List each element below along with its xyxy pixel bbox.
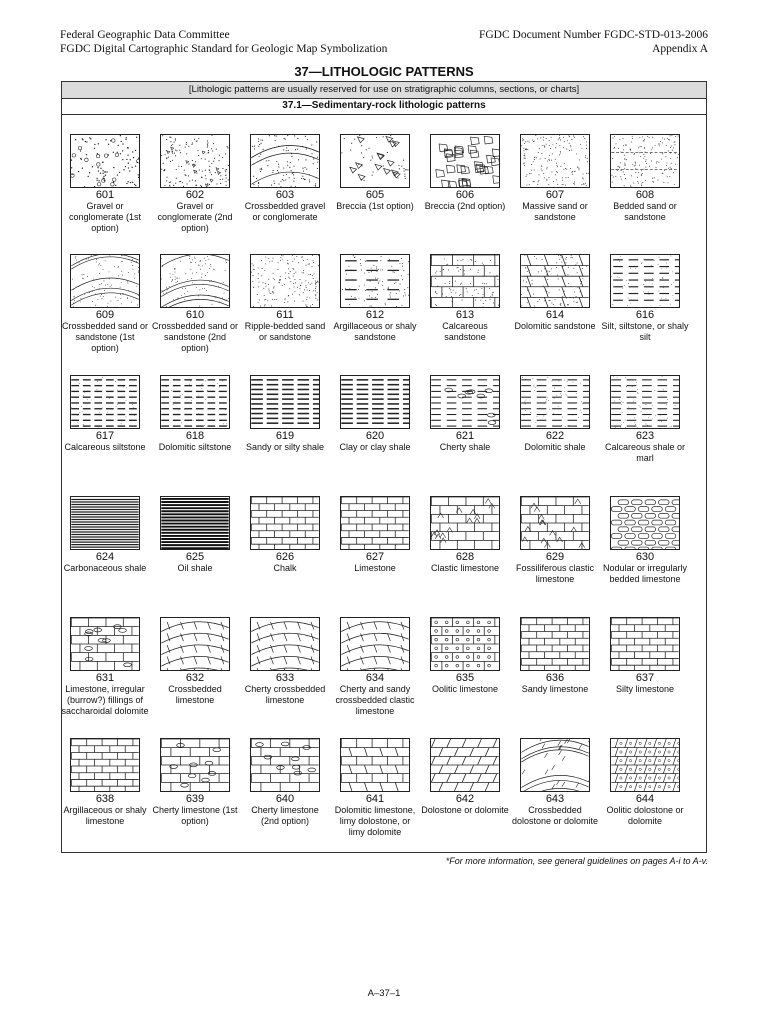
pattern-label: Calcareous sandstone — [442, 321, 488, 342]
pattern-number: 601 — [95, 189, 115, 201]
pattern-swatch-603 — [250, 134, 320, 188]
pattern-label: Crossbedded sand or sandstone (2nd option) — [151, 321, 239, 353]
pattern-number: 629 — [545, 551, 565, 563]
pattern-swatch-633 — [250, 617, 320, 671]
pattern-swatch-614 — [520, 254, 590, 308]
pattern-cell-643 — [511, 738, 599, 827]
pattern-cell-617 — [61, 375, 149, 453]
pattern-label: Dolomitic limestone, limy dolostone, or limy dolomite — [334, 805, 416, 837]
pattern-cell-618 — [151, 375, 239, 453]
pattern-cell-639 — [151, 738, 239, 827]
pattern-number: 608 — [635, 189, 655, 201]
pattern-number: 603 — [275, 189, 295, 201]
pattern-swatch-623 — [610, 375, 680, 429]
pattern-cell-613 — [421, 254, 509, 343]
pattern-label: Sandy limestone — [521, 684, 589, 694]
pattern-swatch-627 — [340, 496, 410, 550]
pattern-label: Calcareous siltstone — [64, 442, 146, 452]
pattern-swatch-621 — [430, 375, 500, 429]
pattern-label: Argillaceous or shaly limestone — [63, 805, 147, 826]
pattern-swatch-642 — [430, 738, 500, 792]
pattern-label: Crossbedded limestone — [168, 684, 222, 705]
pattern-number: 626 — [275, 551, 295, 563]
pattern-label: Oolitic limestone — [431, 684, 499, 694]
pattern-cell-644 — [601, 738, 689, 827]
pattern-swatch-601 — [70, 134, 140, 188]
pattern-label: Breccia (1st option) — [336, 201, 414, 211]
pattern-number: 639 — [185, 793, 205, 805]
pattern-swatch-634 — [340, 617, 410, 671]
pattern-cell-605 — [331, 134, 419, 212]
pattern-swatch-629 — [520, 496, 590, 550]
section-title: 37—LITHOLOGIC PATTERNS — [294, 64, 474, 79]
pattern-label: Sandy or silty shale — [245, 442, 325, 452]
pattern-number: 623 — [635, 430, 655, 442]
pattern-label: Cherty limestone (1st option) — [152, 805, 238, 826]
pattern-cell-638 — [61, 738, 149, 827]
pattern-cell-633 — [241, 617, 329, 706]
pattern-cell-614 — [511, 254, 599, 332]
pattern-swatch-640 — [250, 738, 320, 792]
pattern-swatch-610 — [160, 254, 230, 308]
pattern-number: 614 — [545, 309, 565, 321]
pattern-number: 613 — [455, 309, 475, 321]
pattern-label: Carbonaceous shale — [63, 563, 147, 573]
pattern-label: Cherty and sandy crossbedded clastic limestone — [335, 684, 415, 716]
pattern-label: Limestone, irregular (burrow?) fillings of saccharoidal dolomite — [61, 684, 149, 716]
pattern-swatch-630 — [610, 496, 680, 550]
pattern-cell-608 — [601, 134, 689, 223]
pattern-swatch-611 — [250, 254, 320, 308]
header-appendix: Appendix A — [652, 43, 708, 55]
pattern-swatch-620 — [340, 375, 410, 429]
header-document-number: FGDC Document Number FGDC-STD-013-2006 — [478, 29, 708, 41]
pattern-label: Dolomitic siltstone — [158, 442, 232, 452]
pattern-cell-624 — [61, 496, 149, 574]
pattern-cell-609 — [61, 254, 149, 354]
pattern-label: Dolostone or dolomite — [421, 805, 509, 815]
pattern-cell-621 — [421, 375, 509, 453]
pattern-swatch-618 — [160, 375, 230, 429]
pattern-number: 609 — [95, 309, 115, 321]
pattern-number: 602 — [185, 189, 205, 201]
pattern-number: 606 — [455, 189, 475, 201]
pattern-label: Oil shale — [177, 563, 213, 573]
pattern-number: 644 — [635, 793, 655, 805]
pattern-number: 634 — [365, 672, 385, 684]
pattern-number: 635 — [455, 672, 475, 684]
subsection-title: 37.1—Sedimentary-rock lithologic patterns — [62, 98, 706, 115]
pattern-label: Dolomitic shale — [524, 442, 586, 452]
pattern-label: Cherty crossbedded limestone — [244, 684, 326, 705]
pattern-cell-606 — [421, 134, 509, 212]
pattern-label: Bedded sand or sandstone — [613, 201, 677, 222]
pattern-label: Gravel or conglomerate (1st option) — [68, 201, 142, 233]
pattern-swatch-635 — [430, 617, 500, 671]
pattern-cell-627 — [331, 496, 419, 574]
pattern-label: Ripple-bedded sand or sandstone — [244, 321, 326, 342]
pattern-swatch-606 — [430, 134, 500, 188]
pattern-number: 610 — [185, 309, 205, 321]
header-agency: Federal Geographic Data Committee — [60, 29, 230, 41]
pattern-number: 638 — [95, 793, 115, 805]
pattern-cell-635 — [421, 617, 509, 695]
pattern-number: 631 — [95, 672, 115, 684]
pattern-number: 618 — [185, 430, 205, 442]
pattern-cell-611 — [241, 254, 329, 343]
pattern-label: Cherty limestone (2nd option) — [251, 805, 319, 826]
pattern-cell-626 — [241, 496, 329, 574]
pattern-label: Crossbedded gravel or conglomerate — [244, 201, 326, 222]
pattern-swatch-612 — [340, 254, 410, 308]
pattern-swatch-643 — [520, 738, 590, 792]
pattern-swatch-638 — [70, 738, 140, 792]
header-standard-title: FGDC Digital Cartographic Standard for Geologic Map Symbolization — [60, 43, 388, 55]
pattern-cell-628 — [421, 496, 509, 574]
pattern-number: 636 — [545, 672, 565, 684]
pattern-swatch-602 — [160, 134, 230, 188]
pattern-number: 619 — [275, 430, 295, 442]
pattern-swatch-632 — [160, 617, 230, 671]
pattern-number: 607 — [545, 189, 565, 201]
pattern-label: Massive sand or sandstone — [522, 201, 588, 222]
pattern-cell-620 — [331, 375, 419, 453]
pattern-number: 620 — [365, 430, 385, 442]
pattern-number: 640 — [275, 793, 295, 805]
header-left — [60, 28, 387, 56]
pattern-swatch-617 — [70, 375, 140, 429]
pattern-number: 624 — [95, 551, 115, 563]
pattern-swatch-641 — [340, 738, 410, 792]
pattern-number: 633 — [275, 672, 295, 684]
pattern-label: Oolitic dolostone or dolomite — [606, 805, 684, 826]
pattern-swatch-619 — [250, 375, 320, 429]
pattern-label: Breccia (2nd option) — [424, 201, 506, 211]
pattern-swatch-605 — [340, 134, 410, 188]
pattern-cell-622 — [511, 375, 599, 453]
pattern-label: Argillaceous or shaly sandstone — [333, 321, 417, 342]
pattern-cell-640 — [241, 738, 329, 827]
pattern-number: 630 — [635, 551, 655, 563]
pattern-cell-602 — [151, 134, 239, 234]
pattern-swatch-609 — [70, 254, 140, 308]
pattern-number: 637 — [635, 672, 655, 684]
pattern-label: Clay or clay shale — [339, 442, 411, 452]
pattern-cell-636 — [511, 617, 599, 695]
pattern-table — [61, 81, 707, 853]
pattern-cell-631 — [61, 617, 149, 717]
pattern-swatch-624 — [70, 496, 140, 550]
pattern-number: 605 — [365, 189, 385, 201]
pattern-swatch-639 — [160, 738, 230, 792]
pattern-cell-641 — [331, 738, 419, 838]
pattern-cell-610 — [151, 254, 239, 354]
pattern-swatch-637 — [610, 617, 680, 671]
pattern-label: Dolomitic sandstone — [514, 321, 596, 331]
pattern-number: 628 — [455, 551, 475, 563]
pattern-swatch-625 — [160, 496, 230, 550]
pattern-number: 621 — [455, 430, 475, 442]
pattern-swatch-636 — [520, 617, 590, 671]
pattern-label: Silt, siltstone, or shaly silt — [601, 321, 689, 342]
pattern-number: 612 — [365, 309, 385, 321]
pattern-number: 641 — [365, 793, 385, 805]
pattern-number: 616 — [635, 309, 655, 321]
pattern-label: Crossbedded sand or sandstone (1st option) — [61, 321, 149, 353]
pattern-cell-601 — [61, 134, 149, 234]
pattern-cell-629 — [511, 496, 599, 585]
pattern-cell-634 — [331, 617, 419, 717]
pattern-swatch-622 — [520, 375, 590, 429]
pattern-swatch-608 — [610, 134, 680, 188]
pattern-number: 642 — [455, 793, 475, 805]
pattern-swatch-644 — [610, 738, 680, 792]
header-right — [479, 28, 708, 56]
pattern-swatch-607 — [520, 134, 590, 188]
pattern-swatch-631 — [70, 617, 140, 671]
pattern-number: 617 — [95, 430, 115, 442]
pattern-label: Gravel or conglomerate (2nd option) — [157, 201, 233, 233]
pattern-cell-630 — [601, 496, 689, 585]
page-number: A–37–1 — [367, 988, 401, 999]
pattern-number: 632 — [185, 672, 205, 684]
pattern-cell-623 — [601, 375, 689, 464]
pattern-cell-619 — [241, 375, 329, 453]
pattern-label: Nodular or irregularly bedded limestone — [602, 563, 688, 584]
pattern-number: 625 — [185, 551, 205, 563]
pattern-cell-637 — [601, 617, 689, 695]
pattern-cell-612 — [331, 254, 419, 343]
pattern-swatch-616 — [610, 254, 680, 308]
pattern-number: 622 — [545, 430, 565, 442]
pattern-swatch-626 — [250, 496, 320, 550]
footnote: *For more information, see general guidelines on pages A-i to A-v. — [445, 856, 708, 866]
pattern-cell-603 — [241, 134, 329, 223]
pattern-label: Silty limestone — [615, 684, 675, 694]
pattern-number: 627 — [365, 551, 385, 563]
pattern-number: 643 — [545, 793, 565, 805]
pattern-label: Clastic limestone — [430, 563, 500, 573]
pattern-cell-625 — [151, 496, 239, 574]
pattern-label: Chalk — [273, 563, 297, 573]
pattern-cell-642 — [421, 738, 509, 816]
pattern-label: Limestone — [354, 563, 396, 573]
pattern-cell-607 — [511, 134, 599, 223]
pattern-label: Calcareous shale or marl — [604, 442, 686, 463]
pattern-cell-632 — [151, 617, 239, 706]
pattern-swatch-628 — [430, 496, 500, 550]
pattern-swatch-613 — [430, 254, 500, 308]
pattern-cell-616 — [601, 254, 689, 343]
pattern-label: Cherty shale — [439, 442, 491, 452]
pattern-label: Crossbedded dolostone or dolomite — [511, 805, 599, 826]
pattern-label: Fossiliferous clastic limestone — [515, 563, 595, 584]
pattern-number: 611 — [276, 309, 294, 321]
usage-note: [Lithologic patterns are usually reserved for use on stratigraphic columns, sections, or charts] — [62, 82, 706, 99]
